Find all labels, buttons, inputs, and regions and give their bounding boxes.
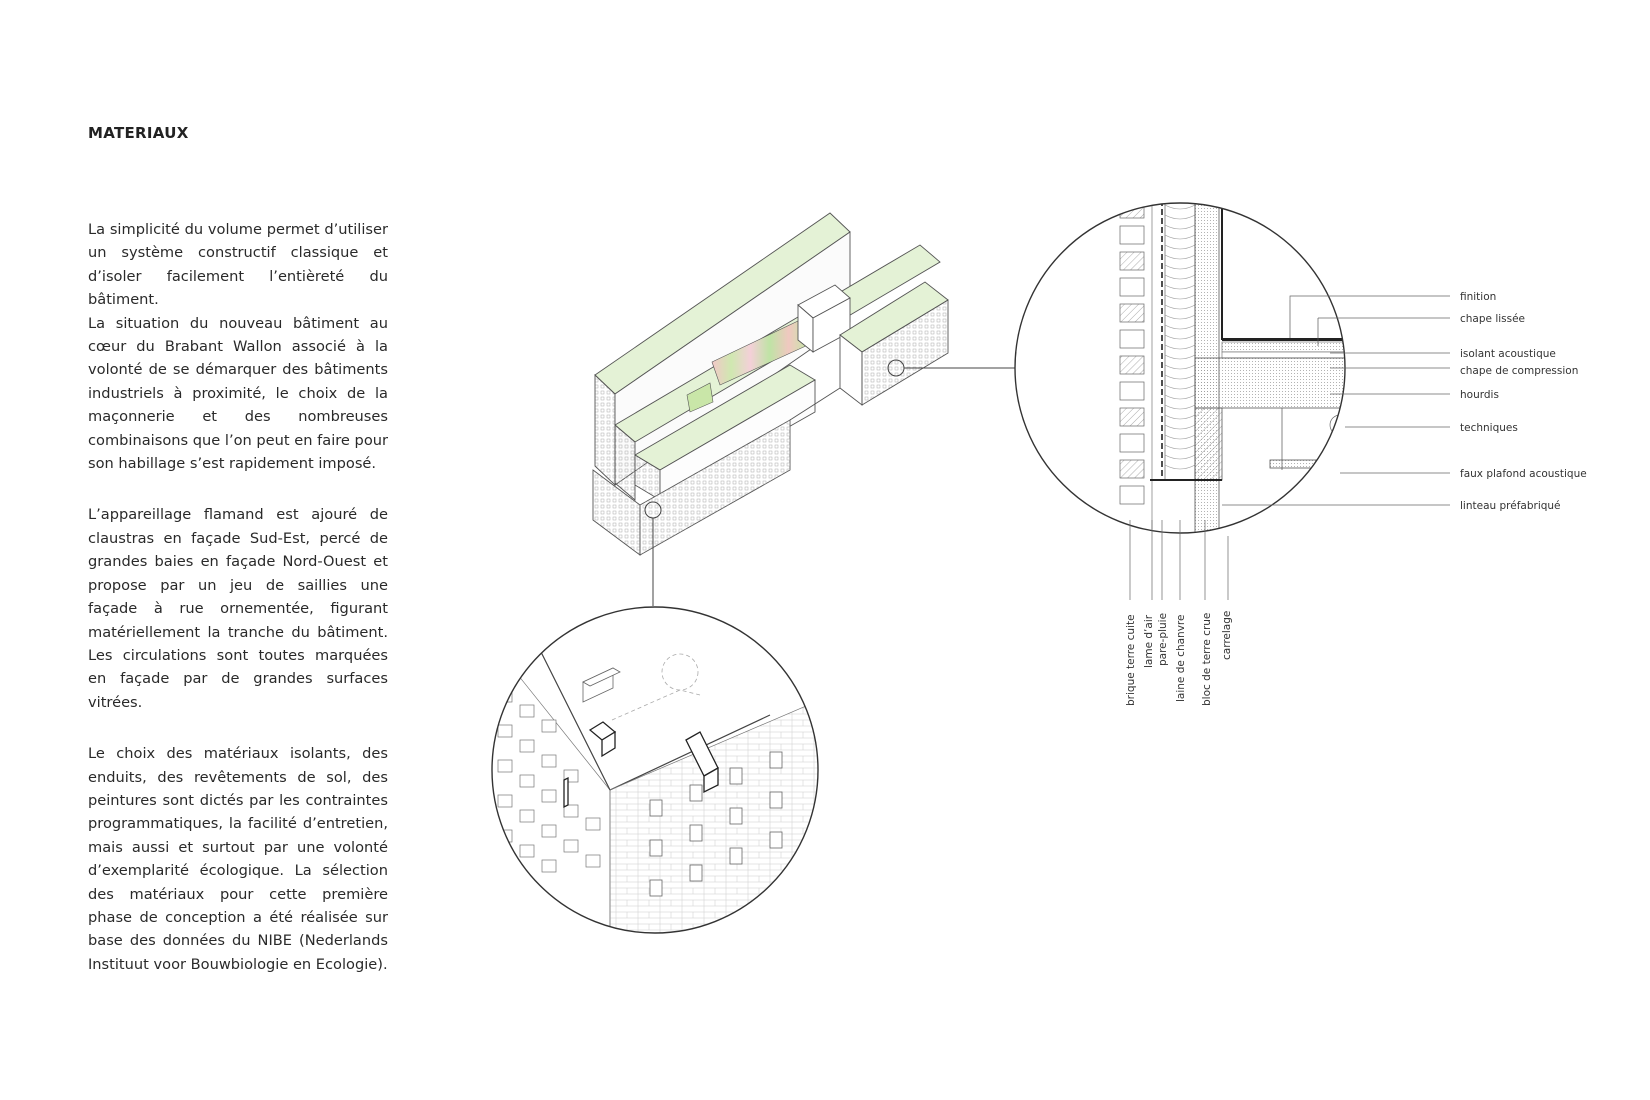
label-pare-pluie: pare-pluie: [1157, 612, 1169, 666]
label-techniques: techniques: [1460, 422, 1518, 434]
label-hourdis: hourdis: [1460, 389, 1499, 401]
facade-detail-circle: [490, 600, 820, 935]
label-brique: brique terre cuite: [1125, 614, 1137, 706]
wall-section-detail-circle: [1015, 200, 1587, 706]
label-chape-lissee: chape lissée: [1460, 313, 1526, 325]
label-finition: finition: [1460, 291, 1497, 303]
building-axonometry: [593, 213, 948, 555]
label-laine: laine de chanvre: [1175, 614, 1187, 702]
label-carrelage: carrelage: [1221, 610, 1233, 660]
label-faux-plafond: faux plafond acoustique: [1460, 468, 1587, 480]
label-bloc: bloc de terre crue: [1201, 612, 1213, 706]
paragraph-intro: La simplicité du volume permet d’utiliser un système constructif classique et d’isoler facilement l’entièreté du bâtiment. La situation du nouveau bâtiment au cœur du Brabant Wallon associé à la volonté de se démarquer des bâtiments industriels à proximité, le choix de la maçonnerie et des nombreuses combinaisons que l’on peut en faire pour son habillage s’est rapidement imposé.: [88, 221, 388, 473]
label-chape-compression: chape de compression: [1460, 365, 1579, 377]
section-title: MATERIAUX: [88, 124, 189, 142]
paragraph-materials: Le choix des matériaux isolants, des enduits, des revêtements de sol, des peintures sont dictés par les contraintes programmatiques, la facilité d’entretien, mais aussi et surtout par une volonté d’exemplarité écologique. La sélection des matériaux pour cette première phase de conception a été réalisée sur base des données du NIBE (Nederlands Instituut voor Bouwbiologie en Ecologie).: [88, 745, 388, 973]
label-lame-air: lame d’air: [1143, 614, 1155, 668]
label-isolant-acoustique: isolant acoustique: [1460, 348, 1556, 360]
label-linteau: linteau préfabriqué: [1460, 500, 1561, 512]
paragraph-facade: L’appareillage flamand est ajouré de claustras en façade Sud-Est, percé de grandes baies en façade Nord-Ouest et propose par un jeu de saillies une façade à rue ornementée, figurant matériellement la tranche du bâtiment. Les circulations sont toutes marquées en façade par de grandes surfaces vitrées.: [88, 506, 388, 711]
